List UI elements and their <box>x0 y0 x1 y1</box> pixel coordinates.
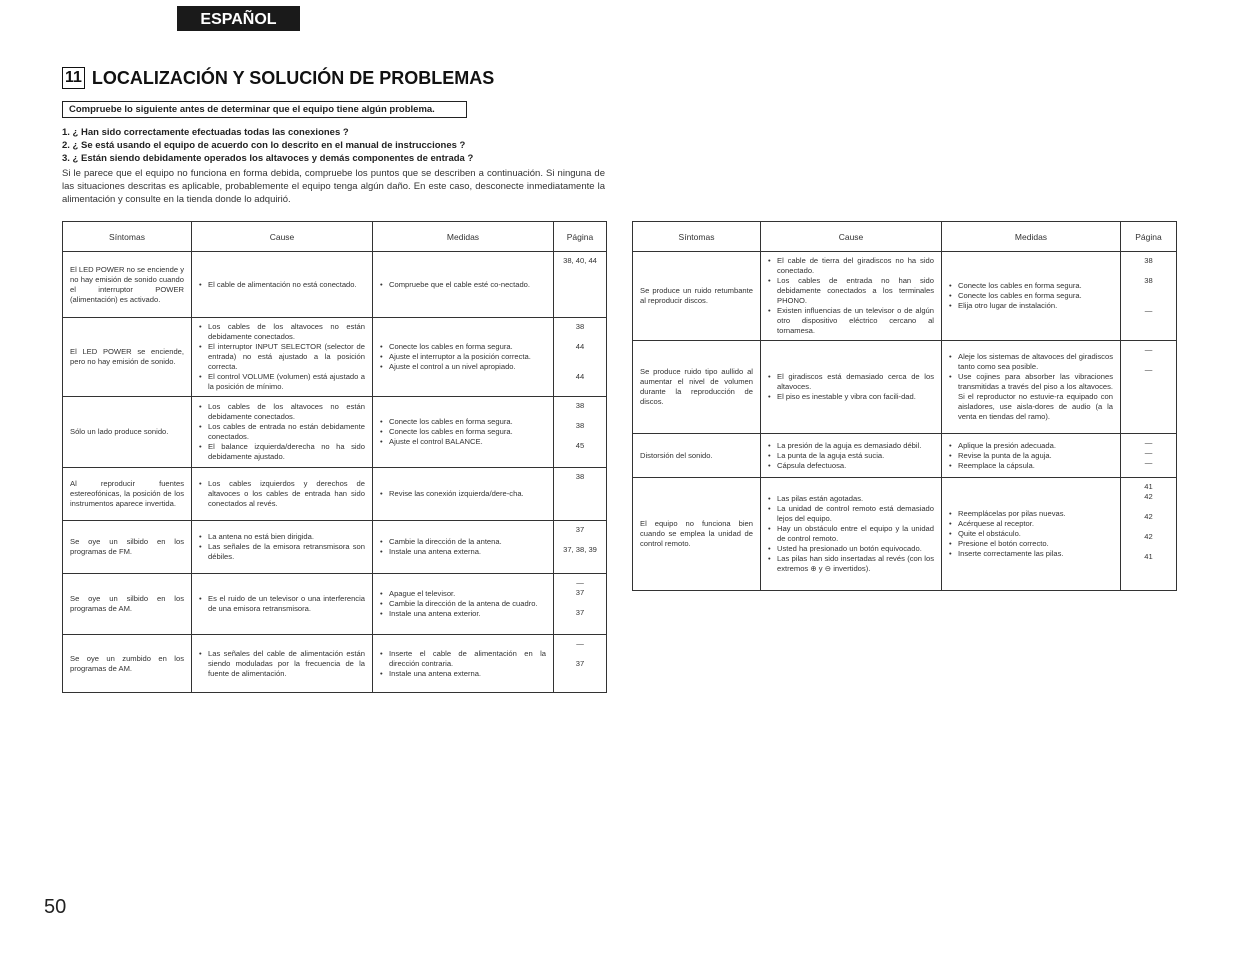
cause-cell <box>192 521 373 574</box>
header-cause: Cause <box>761 222 942 252</box>
page-ref: — <box>1144 448 1153 457</box>
page-cell <box>554 521 607 574</box>
page-ref <box>561 332 599 342</box>
cause-item: • El interruptor INPUT SELECTOR (selector de entrada) no está ajustado a la posición correcta. <box>199 342 365 372</box>
bullet-list <box>199 649 365 679</box>
page-ref: — <box>1144 365 1153 374</box>
symptom-cell: Se produce ruido tipo aullido al aumentar el nivel de volumen durante la reproducción de discos. <box>633 341 761 434</box>
cause-item: • Los cables de los altavoces no están debidamente conectados. <box>199 402 365 422</box>
header-symptoms: Síntomas <box>63 222 192 252</box>
language-tab: ESPAÑOL <box>177 6 300 31</box>
cause-item: • La antena no está bien dirigida. <box>199 532 365 542</box>
cause-item: • La unidad de control remoto está demasiado lejos del equipo. <box>768 504 934 524</box>
bullet-list <box>199 532 365 562</box>
page-cell <box>1121 478 1177 591</box>
table-row <box>63 252 607 318</box>
page-cell <box>1121 341 1177 434</box>
measure-cell <box>942 341 1121 434</box>
page-ref <box>561 362 599 372</box>
table-header-row <box>63 222 607 252</box>
measure-item: • Instale una antena externa. <box>380 547 546 557</box>
cause-item: • Usted ha presionado un botón equivocado. <box>768 544 934 554</box>
page-ref: 44 <box>575 342 585 351</box>
page-cell <box>554 574 607 635</box>
page-ref: 42 <box>1144 492 1153 501</box>
symptom-cell: Se oye un silbido en los programas de AM. <box>63 574 192 635</box>
measure-item: • Inserte correctamente las pilas. <box>949 549 1113 559</box>
header-measures: Medidas <box>373 222 554 252</box>
measure-cell <box>373 521 554 574</box>
bullet-list <box>949 281 1113 311</box>
intro-paragraph: Si le parece que el equipo no funciona en forma debida, compruebe los puntos que se describen a continuación. Si ninguna de las situaciones descritas es aplicable, probablemente el equipo tenga algún daño. En este caso, desconecte inmediatamente la alimentación y consulte en la tienda donde lo adquirió. <box>62 168 605 205</box>
page-ref <box>1128 542 1169 552</box>
measure-cell <box>373 318 554 397</box>
measure-item: • Elija otro lugar de instalación. <box>949 301 1113 311</box>
cause-item: • Los cables de entrada no están debidamente conectados. <box>199 422 365 442</box>
cause-cell <box>192 468 373 521</box>
cause-item: • Las pilas han sido insertadas al revés (con los extremos ⊕ y ⊖ invertidos). <box>768 554 934 574</box>
question-item: 3. ¿ Están siendo debidamente operados los altavoces y demás componentes de entrada ? <box>62 153 474 164</box>
page-ref: — <box>1144 345 1153 354</box>
page-ref: 45 <box>575 441 585 450</box>
measure-item: • Revise la punta de la aguja. <box>949 451 1113 461</box>
header-page: Página <box>554 222 607 252</box>
measure-item: • Instale una antena externa. <box>380 669 546 679</box>
cause-item: • Los cables izquierdos y derechos de altavoces o los cables de entrada han sido conectados al revés. <box>199 479 365 509</box>
bullet-list <box>768 441 934 471</box>
header-symptoms: Síntomas <box>633 222 761 252</box>
bullet-list <box>380 489 546 499</box>
page-ref: 38 <box>1144 256 1153 265</box>
symptom-cell: El equipo no funciona bien cuando se emplea la unidad de control remoto. <box>633 478 761 591</box>
cause-item: • Es el ruido de un televisor o una interferencia de una emisora retransmisora. <box>199 594 365 614</box>
page-ref <box>1128 355 1169 365</box>
symptom-cell: Al reproducir fuentes estereofónicas, la posición de los instrumentos aparece invertida. <box>63 468 192 521</box>
cause-cell <box>761 478 942 591</box>
table-header-row <box>633 222 1177 252</box>
cause-item: • El cable de alimentación no está conectado. <box>199 280 365 290</box>
table-row <box>63 468 607 521</box>
measure-cell <box>373 468 554 521</box>
measure-item: • Reemplace la cápsula. <box>949 461 1113 471</box>
bullet-list <box>380 342 546 372</box>
page-ref: 37 <box>575 659 585 668</box>
measure-item: • Ajuste el control a un nivel apropiado. <box>380 362 546 372</box>
cause-item: • Las pilas están agotadas. <box>768 494 934 504</box>
measure-item: • Revise las conexión izquierda/dere-cha. <box>380 489 546 499</box>
symptom-cell: El LED POWER se enciende, pero no hay emisión de sonido. <box>63 318 192 397</box>
page-cell <box>554 635 607 693</box>
page-ref: 37 <box>575 525 585 534</box>
bullet-list <box>380 537 546 557</box>
page-ref <box>561 649 599 659</box>
measure-item: • Apague el televisor. <box>380 589 546 599</box>
cause-item: • La punta de la aguja está sucia. <box>768 451 934 461</box>
cause-cell <box>192 635 373 693</box>
symptom-cell: Se produce un ruido retumbante al reproducir discos. <box>633 252 761 341</box>
table-row <box>633 252 1177 341</box>
bullet-list <box>199 322 365 392</box>
measure-item: • Compruebe que el cable esté co-nectado. <box>380 280 546 290</box>
question-item: 2. ¿ Se está usando el equipo de acuerdo con lo descrito en el manual de instrucciones ? <box>62 140 466 151</box>
measure-item: • Ajuste el control BALANCE. <box>380 437 546 447</box>
measure-item: • Conecte los cables en forma segura. <box>380 427 546 437</box>
page-ref <box>561 535 599 545</box>
measure-cell <box>942 478 1121 591</box>
table-row <box>63 574 607 635</box>
measure-cell <box>373 574 554 635</box>
page-ref: 42 <box>1144 532 1153 541</box>
cause-cell <box>761 434 942 478</box>
page-ref <box>1128 266 1169 276</box>
cause-item: • Los cables de entrada no han sido debidamente conectados a los terminales PHONO. <box>768 276 934 306</box>
page-ref <box>561 411 599 421</box>
check-note: Compruebe lo siguiente antes de determinar que el equipo tiene algún problema. <box>62 101 467 118</box>
page-ref <box>561 598 599 608</box>
measure-item: • Conecte los cables en forma segura. <box>380 342 546 352</box>
measure-item: • Acérquese al receptor. <box>949 519 1113 529</box>
section-title <box>62 66 494 90</box>
cause-item: • El control VOLUME (volumen) está ajustado a la posición de mínimo. <box>199 372 365 392</box>
cause-item: • El cable de tierra del giradiscos no ha sido conectado. <box>768 256 934 276</box>
troubleshooting-table-left <box>62 221 607 693</box>
page-ref: 38 <box>1144 276 1153 285</box>
page-ref <box>1128 296 1169 306</box>
measure-item: • Quite el obstáculo. <box>949 529 1113 539</box>
troubleshooting-table-right <box>632 221 1177 591</box>
bullet-list <box>768 256 934 336</box>
page-ref: 38, 40, 44 <box>563 256 597 265</box>
cause-item: • Los cables de los altavoces no están debidamente conectados. <box>199 322 365 342</box>
measure-item: • Cambie la dirección de la antena. <box>380 537 546 547</box>
measure-item: • Use cojines para absorber las vibraciones transmitidas a través del piso a los altavoces. Si el reproductor no estuvie-ra equipado con aisladores, use aisla-dores de audio (a la venta en tiendas del ramo). <box>949 372 1113 422</box>
cause-item: • Las señales de la emisora retransmisora son débiles. <box>199 542 365 562</box>
page-ref: 37 <box>575 608 585 617</box>
header-measures: Medidas <box>942 222 1121 252</box>
cause-item: • Hay un obstáculo entre el equipo y la unidad de control remoto. <box>768 524 934 544</box>
page-ref <box>561 352 599 362</box>
page-ref: — <box>1144 438 1153 447</box>
page-cell <box>1121 252 1177 341</box>
measure-item: • Aplique la presión adecuada. <box>949 441 1113 451</box>
cause-cell <box>192 318 373 397</box>
page-ref: 42 <box>1144 512 1153 521</box>
table-row <box>63 397 607 468</box>
cause-cell <box>192 574 373 635</box>
page-ref: 37, 38, 39 <box>563 545 597 554</box>
page-ref: 38 <box>575 421 585 430</box>
page-ref: 38 <box>575 472 585 481</box>
page-ref: — <box>576 578 584 587</box>
page-cell <box>554 252 607 318</box>
table-row <box>63 635 607 693</box>
page-ref: 41 <box>1144 482 1153 491</box>
page-ref <box>1128 502 1169 512</box>
symptom-cell: El LED POWER no se enciende y no hay emisión de sonido cuando el interruptor POWER (alimentación) es activado. <box>63 252 192 318</box>
header-cause: Cause <box>192 222 373 252</box>
header-page: Página <box>1121 222 1177 252</box>
measure-cell <box>942 434 1121 478</box>
measure-item: • Cambie la dirección de la antena de cuadro. <box>380 599 546 609</box>
page-ref: — <box>1144 306 1153 315</box>
cause-cell <box>192 252 373 318</box>
measure-item: • Conecte los cables en forma segura. <box>949 281 1113 291</box>
question-item: 1. ¿ Han sido correctamente efectuadas todas las conexiones ? <box>62 127 349 138</box>
cause-cell <box>192 397 373 468</box>
page-ref <box>1128 522 1169 532</box>
measure-item: • Instale una antena exterior. <box>380 609 546 619</box>
page-cell <box>1121 434 1177 478</box>
page-ref: 38 <box>575 401 585 410</box>
page-ref <box>1128 286 1169 296</box>
page-ref: 41 <box>1144 552 1153 561</box>
table-row <box>633 341 1177 434</box>
page-ref <box>561 431 599 441</box>
measure-item: • Reemplácelas por pilas nuevas. <box>949 509 1113 519</box>
table-row <box>63 521 607 574</box>
bullet-list <box>380 280 546 290</box>
cause-cell <box>761 341 942 434</box>
symptom-cell: Se oye un zumbido en los programas de AM. <box>63 635 192 693</box>
cause-item: • El balance izquierda/derecha no ha sido debidamente ajustado. <box>199 442 365 462</box>
symptom-cell: Sólo un lado produce sonido. <box>63 397 192 468</box>
question-list <box>62 126 473 165</box>
bullet-list <box>949 509 1113 559</box>
table-row <box>63 318 607 397</box>
measure-item: • Conecte los cables en forma segura. <box>949 291 1113 301</box>
cause-cell <box>761 252 942 341</box>
page-cell <box>554 397 607 468</box>
bullet-list <box>949 352 1113 422</box>
bullet-list <box>380 589 546 619</box>
measure-item: • Conecte los cables en forma segura. <box>380 417 546 427</box>
measure-cell <box>373 635 554 693</box>
bullet-list <box>199 594 365 614</box>
bullet-list <box>199 402 365 462</box>
cause-item: • Las señales del cable de alimentación están siendo moduladas por la frecuencia de la fuente de alimentación. <box>199 649 365 679</box>
measure-cell <box>373 252 554 318</box>
section-number: 11 <box>62 67 85 89</box>
page-ref: 37 <box>575 588 585 597</box>
bullet-list <box>768 494 934 574</box>
page-number: 50 <box>44 896 67 918</box>
bullet-list <box>380 417 546 447</box>
section-title-text: LOCALIZACIÓN Y SOLUCIÓN DE PROBLEMAS <box>91 67 495 88</box>
bullet-list <box>380 649 546 679</box>
symptom-cell: Se oye un silbido en los programas de FM. <box>63 521 192 574</box>
symptom-cell: Distorsión del sonido. <box>633 434 761 478</box>
table-row <box>633 478 1177 591</box>
cause-item: • La presión de la aguja es demasiado débil. <box>768 441 934 451</box>
cause-item: • El giradiscos está demasiado cerca de los altavoces. <box>768 372 934 392</box>
page-ref: 38 <box>575 322 585 331</box>
page-ref: — <box>576 639 584 648</box>
cause-item: • Cápsula defectuosa. <box>768 461 934 471</box>
measure-item: • Presione el botón correcto. <box>949 539 1113 549</box>
bullet-list <box>768 372 934 402</box>
cause-item: • El piso es inestable y vibra con facili-dad. <box>768 392 934 402</box>
page-ref: — <box>1144 458 1153 467</box>
bullet-list <box>199 280 365 290</box>
measure-item: • Aleje los sistemas de altavoces del giradiscos tanto como sea posible. <box>949 352 1113 372</box>
page-ref: 44 <box>575 372 585 381</box>
page-cell <box>554 468 607 521</box>
measure-cell <box>942 252 1121 341</box>
table-row <box>633 434 1177 478</box>
cause-item: • Existen influencias de un televisor o de algún otro dispositivo eléctrico cercano al tornamesa. <box>768 306 934 336</box>
page-cell <box>554 318 607 397</box>
measure-item: • Inserte el cable de alimentación en la dirección contraria. <box>380 649 546 669</box>
measure-cell <box>373 397 554 468</box>
measure-item: • Ajuste el interruptor a la posición correcta. <box>380 352 546 362</box>
bullet-list <box>199 479 365 509</box>
bullet-list <box>949 441 1113 471</box>
